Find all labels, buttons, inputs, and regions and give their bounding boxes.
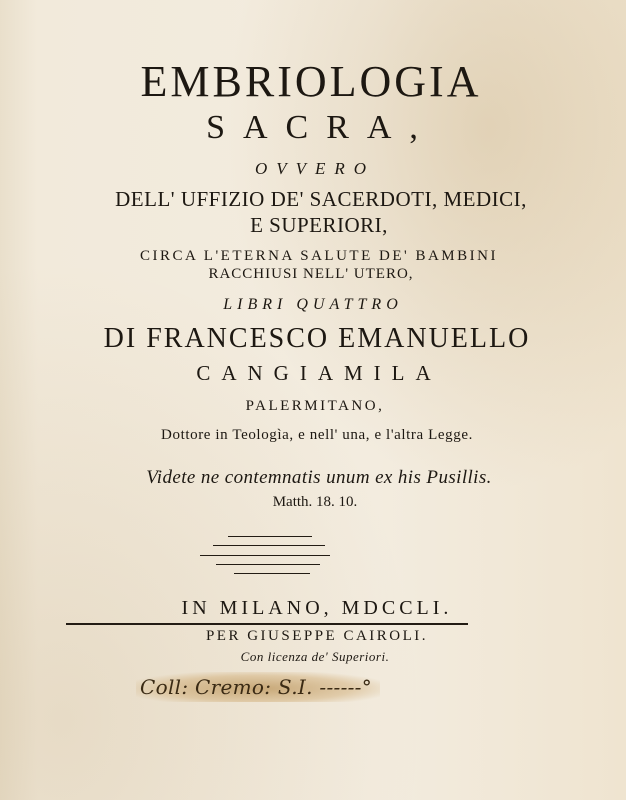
author-degree: Dottore in Teologìa, e nell' una, e l'altra Legge. <box>161 427 473 443</box>
ornament-rule-4 <box>216 564 320 565</box>
epigraph: Videte ne contemnatis unum ex his Pusillis. <box>146 467 492 488</box>
author-origin: PALERMITANO, <box>245 398 385 414</box>
imprint-place-date: IN MILANO, MDCCLI. <box>181 597 453 619</box>
subtitle-line-3: CIRCA L'ETERNA SALUTE DE' BAMBINI <box>140 248 498 264</box>
ornament-rule-2 <box>213 545 325 546</box>
title-line-1: EMBRIOLOGIA <box>140 57 482 106</box>
imprint-printer: PER GIUSEPPE CAIROLI. <box>205 628 429 644</box>
author-line-1: DI FRANCESCO EMANUELLO <box>103 323 531 354</box>
subtitle-line-4: RACCHIUSI NELL' UTERO, <box>208 266 414 282</box>
title-line-2: SACRA, <box>206 109 436 146</box>
imprint-license: Con licenza de' Superiori. <box>240 649 390 664</box>
imprint-rule <box>66 623 468 625</box>
ovvero-line: OVVERO <box>254 159 376 178</box>
ornament-rule-3 <box>200 555 330 556</box>
libri-line: LIBRI QUATTRO <box>223 296 403 313</box>
ownership-inscription: Coll: Cremo: S.I. ------° <box>136 672 380 702</box>
ornament-rule-1 <box>228 536 312 537</box>
epigraph-source: Matth. 18. 10. <box>272 494 358 510</box>
subtitle-line-1: DELL' UFFIZIO DE' SACERDOTI, MEDICI, <box>115 187 527 211</box>
subtitle-line-2: E SUPERIORI, <box>250 213 388 237</box>
author-line-2: CANGIAMILA <box>196 361 442 385</box>
ornament-rule-5 <box>234 573 310 574</box>
